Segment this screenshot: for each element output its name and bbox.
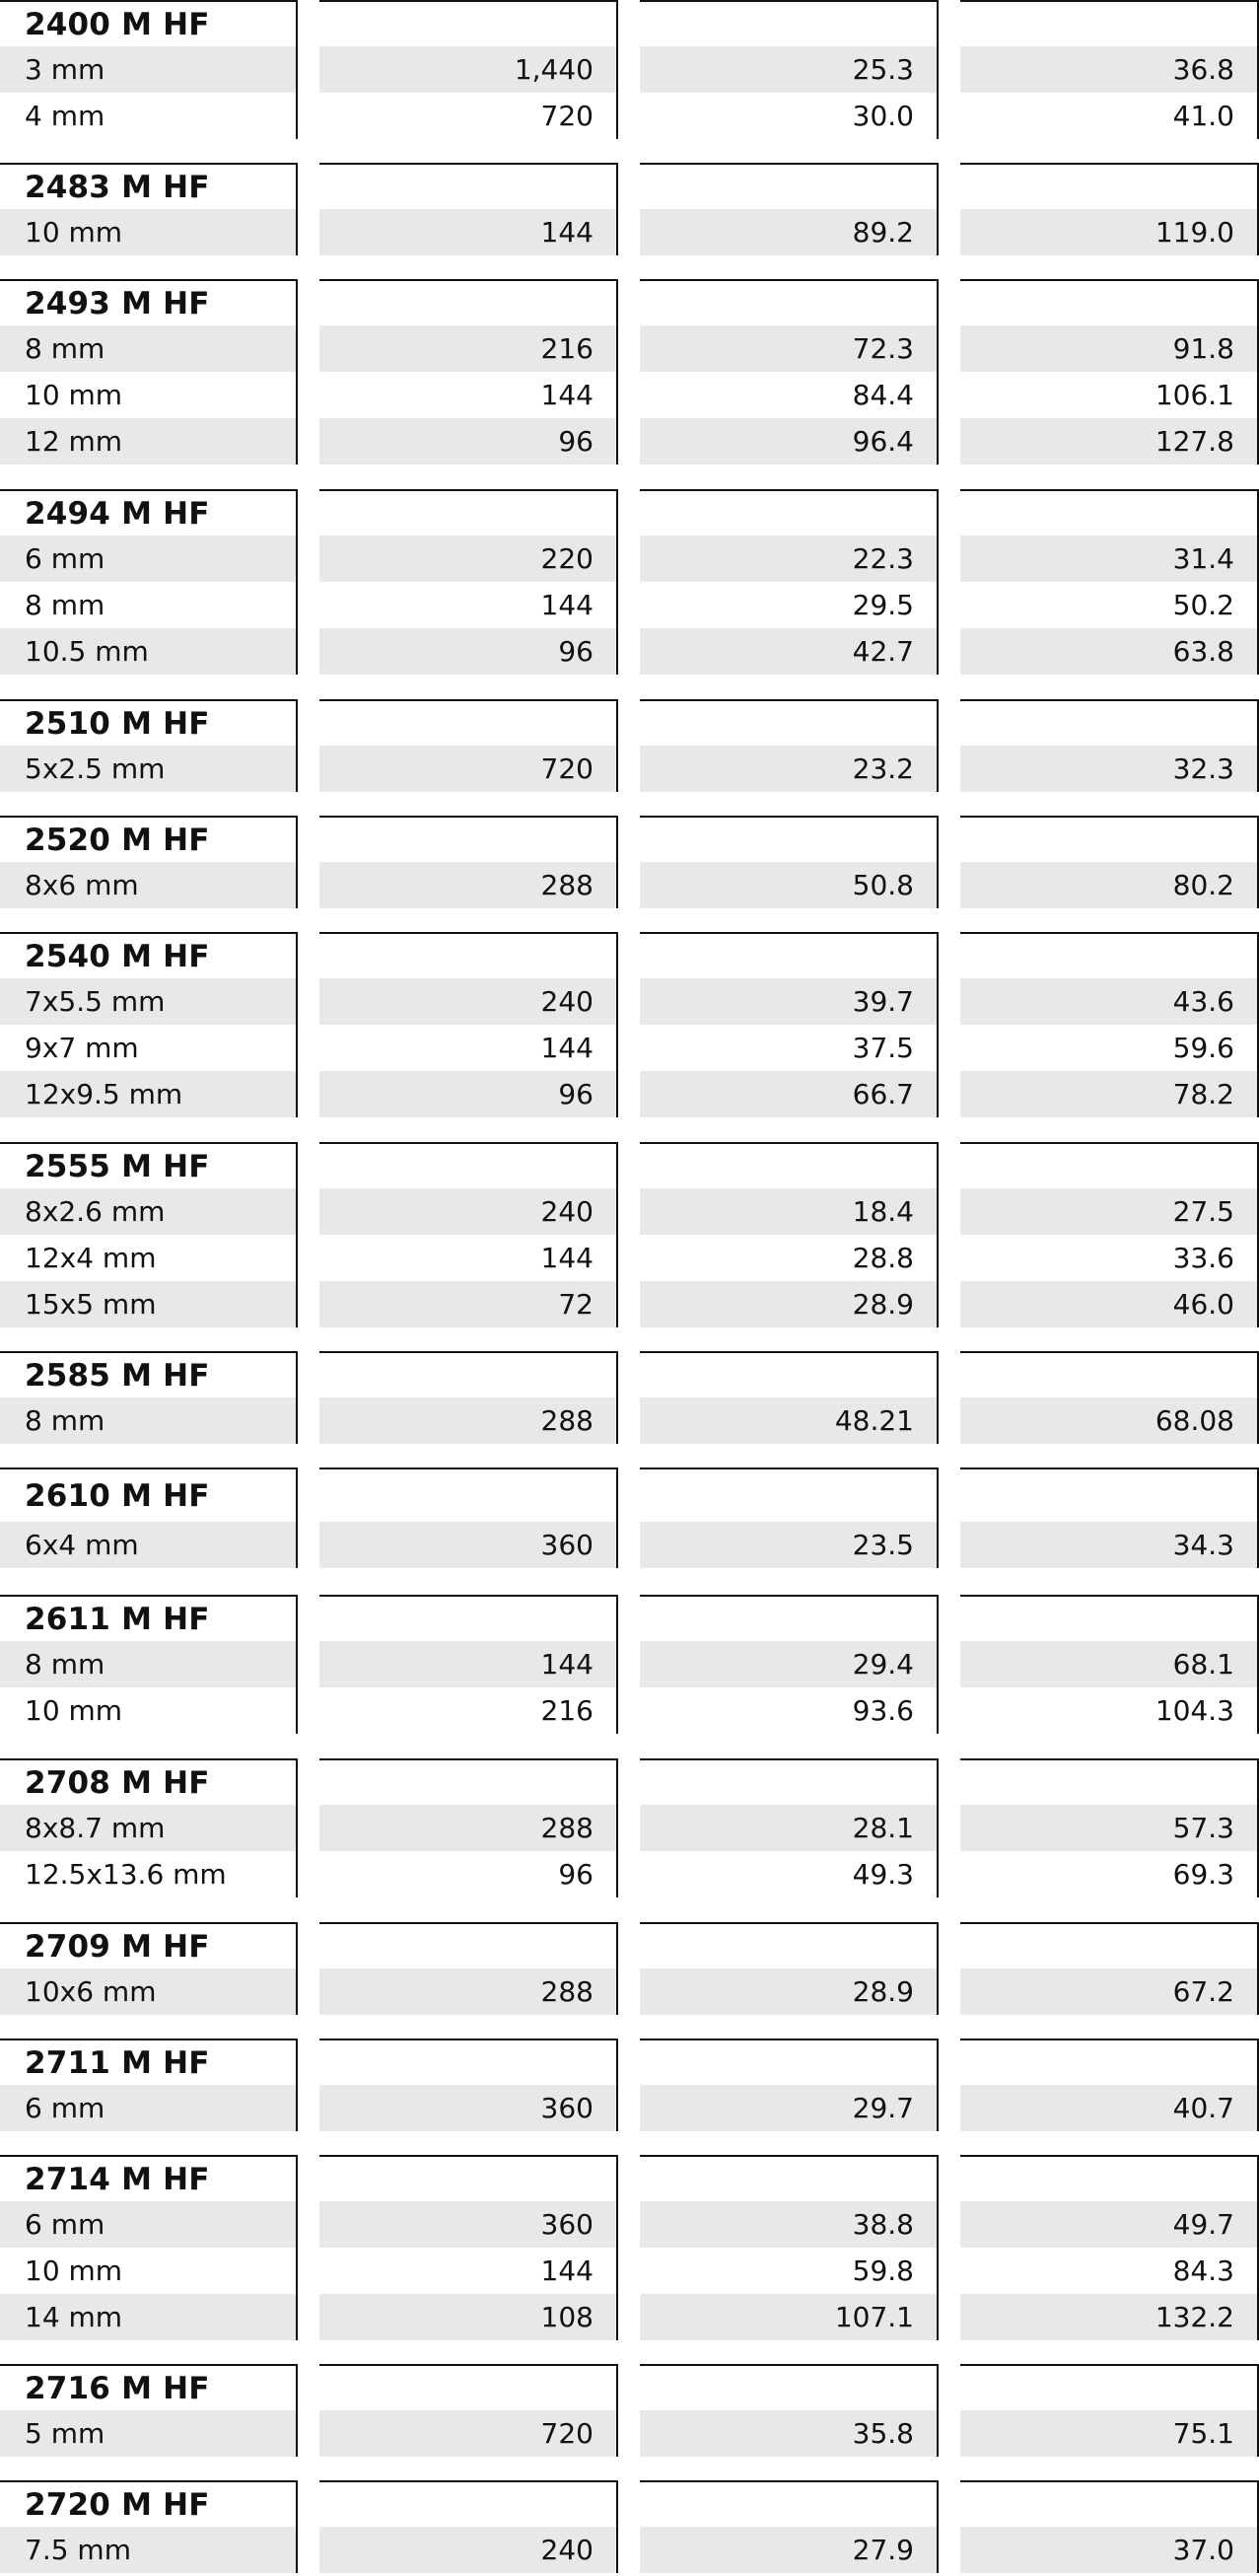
product-code: 2714 M HF bbox=[25, 2162, 210, 2197]
value-col-2: 93.6 bbox=[852, 1694, 914, 1727]
value-col-2: 49.3 bbox=[852, 1858, 914, 1891]
product-code: 2709 M HF bbox=[25, 1929, 210, 1965]
size-label: 12.5x13.6 mm bbox=[25, 1858, 227, 1891]
size-label: 12x9.5 mm bbox=[25, 1078, 183, 1110]
product-code: 2483 M HF bbox=[25, 170, 210, 205]
product-group bbox=[0, 1467, 1259, 1568]
product-group bbox=[0, 1351, 1259, 1444]
size-label: 12 mm bbox=[25, 425, 123, 458]
value-col-3: 43.6 bbox=[1172, 985, 1234, 1018]
value-col-3: 80.2 bbox=[1172, 869, 1234, 901]
value-col-2: 23.2 bbox=[852, 752, 914, 785]
product-code: 2585 M HF bbox=[25, 1358, 210, 1394]
table-row bbox=[0, 1025, 1259, 1071]
value-col-2: 28.1 bbox=[852, 1812, 914, 1844]
quantity-value: 96 bbox=[558, 1858, 594, 1891]
product-code: 2494 M HF bbox=[25, 496, 210, 532]
value-col-3: 34.3 bbox=[1172, 1529, 1234, 1561]
size-label: 6 mm bbox=[25, 2092, 105, 2124]
table-row bbox=[0, 2248, 1259, 2294]
product-code: 2711 M HF bbox=[25, 2045, 210, 2081]
table-row bbox=[0, 46, 1259, 93]
table-row bbox=[0, 1522, 1259, 1568]
size-label: 9x7 mm bbox=[25, 1032, 139, 1064]
value-col-2: 107.1 bbox=[834, 2301, 914, 2333]
quantity-value: 144 bbox=[540, 1648, 594, 1681]
table-row bbox=[0, 746, 1259, 792]
value-col-3: 41.0 bbox=[1172, 100, 1234, 132]
quantity-value: 288 bbox=[540, 1975, 594, 2008]
value-col-2: 39.7 bbox=[852, 985, 914, 1018]
table-row bbox=[0, 93, 1259, 139]
size-label: 4 mm bbox=[25, 100, 105, 132]
product-group bbox=[0, 2364, 1259, 2457]
value-col-2: 35.8 bbox=[852, 2417, 914, 2450]
quantity-value: 144 bbox=[540, 1242, 594, 1274]
table-row bbox=[0, 2085, 1259, 2131]
value-col-3: 57.3 bbox=[1172, 1812, 1234, 1844]
size-label: 7.5 mm bbox=[25, 2534, 131, 2566]
quantity-value: 288 bbox=[540, 1812, 594, 1844]
quantity-value: 360 bbox=[540, 1529, 594, 1561]
value-col-2: 28.8 bbox=[852, 1242, 914, 1274]
product-group bbox=[0, 699, 1259, 792]
value-col-3: 127.8 bbox=[1154, 425, 1234, 458]
product-group bbox=[0, 1595, 1259, 1734]
product-group bbox=[0, 1142, 1259, 1327]
size-label: 7x5.5 mm bbox=[25, 985, 166, 1018]
quantity-value: 144 bbox=[540, 589, 594, 621]
value-col-3: 106.1 bbox=[1154, 379, 1234, 411]
table-row bbox=[0, 582, 1259, 628]
quantity-value: 288 bbox=[540, 1404, 594, 1437]
product-code: 2540 M HF bbox=[25, 939, 210, 974]
table-row bbox=[0, 1851, 1259, 1897]
quantity-value: 288 bbox=[540, 869, 594, 901]
value-col-3: 132.2 bbox=[1154, 2301, 1234, 2333]
product-code: 2520 M HF bbox=[25, 823, 210, 858]
table-row bbox=[0, 2201, 1259, 2248]
table-row bbox=[0, 1235, 1259, 1281]
value-col-2: 28.9 bbox=[852, 1975, 914, 2008]
product-group bbox=[0, 0, 1259, 139]
value-col-2: 89.2 bbox=[852, 216, 914, 249]
quantity-value: 216 bbox=[540, 332, 594, 365]
value-col-3: 63.8 bbox=[1172, 635, 1234, 668]
value-col-3: 84.3 bbox=[1172, 2254, 1234, 2287]
table-row bbox=[0, 978, 1259, 1025]
quantity-value: 720 bbox=[540, 2417, 594, 2450]
value-col-2: 27.9 bbox=[852, 2534, 914, 2566]
value-col-2: 72.3 bbox=[852, 332, 914, 365]
quantity-value: 96 bbox=[558, 425, 594, 458]
product-group bbox=[0, 932, 1259, 1117]
size-label: 10.5 mm bbox=[25, 635, 149, 668]
value-col-3: 68.1 bbox=[1172, 1648, 1234, 1681]
value-col-3: 37.0 bbox=[1172, 2534, 1234, 2566]
value-col-2: 29.7 bbox=[852, 2092, 914, 2124]
size-label: 12x4 mm bbox=[25, 1242, 157, 1274]
product-code: 2611 M HF bbox=[25, 1602, 210, 1637]
product-group bbox=[0, 489, 1259, 675]
quantity-value: 720 bbox=[540, 100, 594, 132]
table-row bbox=[0, 1687, 1259, 1734]
table-row bbox=[0, 1968, 1259, 2015]
value-col-3: 104.3 bbox=[1154, 1694, 1234, 1727]
size-label: 10 mm bbox=[25, 379, 123, 411]
product-group bbox=[0, 1758, 1259, 1897]
size-label: 8x8.7 mm bbox=[25, 1812, 166, 1844]
table-row bbox=[0, 418, 1259, 465]
quantity-value: 240 bbox=[540, 985, 594, 1018]
quantity-value: 240 bbox=[540, 2534, 594, 2566]
size-label: 8 mm bbox=[25, 1648, 105, 1681]
quantity-value: 108 bbox=[540, 2301, 594, 2333]
product-code: 2400 M HF bbox=[25, 7, 210, 42]
value-col-2: 84.4 bbox=[852, 379, 914, 411]
size-label: 6 mm bbox=[25, 542, 105, 575]
table-row bbox=[0, 209, 1259, 255]
quantity-value: 360 bbox=[540, 2208, 594, 2241]
value-col-2: 50.8 bbox=[852, 869, 914, 901]
value-col-3: 75.1 bbox=[1172, 2417, 1234, 2450]
value-col-3: 91.8 bbox=[1172, 332, 1234, 365]
value-col-3: 40.7 bbox=[1172, 2092, 1234, 2124]
quantity-value: 1,440 bbox=[514, 53, 594, 86]
value-col-2: 25.3 bbox=[852, 53, 914, 86]
product-code: 2720 M HF bbox=[25, 2487, 210, 2523]
size-label: 8 mm bbox=[25, 1404, 105, 1437]
size-label: 15x5 mm bbox=[25, 1288, 157, 1321]
quantity-value: 96 bbox=[558, 1078, 594, 1110]
quantity-value: 72 bbox=[558, 1288, 594, 1321]
table-row bbox=[0, 372, 1259, 418]
value-col-2: 37.5 bbox=[852, 1032, 914, 1064]
product-code: 2510 M HF bbox=[25, 706, 210, 742]
value-col-3: 27.5 bbox=[1172, 1195, 1234, 1228]
table-row bbox=[0, 2527, 1259, 2573]
quantity-value: 144 bbox=[540, 216, 594, 249]
value-col-2: 29.5 bbox=[852, 589, 914, 621]
value-col-3: 33.6 bbox=[1172, 1242, 1234, 1274]
quantity-value: 240 bbox=[540, 1195, 594, 1228]
value-col-3: 50.2 bbox=[1172, 589, 1234, 621]
table-row bbox=[0, 1188, 1259, 1235]
table-row bbox=[0, 862, 1259, 908]
size-label: 10 mm bbox=[25, 1694, 123, 1727]
value-col-3: 69.3 bbox=[1172, 1858, 1234, 1891]
size-label: 10 mm bbox=[25, 216, 123, 249]
size-label: 6x4 mm bbox=[25, 1529, 139, 1561]
value-col-2: 23.5 bbox=[852, 1529, 914, 1561]
size-label: 6 mm bbox=[25, 2208, 105, 2241]
quantity-value: 216 bbox=[540, 1694, 594, 1727]
value-col-3: 59.6 bbox=[1172, 1032, 1234, 1064]
size-label: 14 mm bbox=[25, 2301, 123, 2333]
size-label: 8 mm bbox=[25, 589, 105, 621]
quantity-value: 96 bbox=[558, 635, 594, 668]
value-col-2: 48.21 bbox=[834, 1404, 914, 1437]
quantity-value: 220 bbox=[540, 542, 594, 575]
product-group bbox=[0, 2480, 1259, 2573]
value-col-3: 67.2 bbox=[1172, 1975, 1234, 2008]
product-code: 2716 M HF bbox=[25, 2371, 210, 2406]
table-row bbox=[0, 1397, 1259, 1444]
value-col-2: 28.9 bbox=[852, 1288, 914, 1321]
table-row bbox=[0, 325, 1259, 372]
value-col-3: 31.4 bbox=[1172, 542, 1234, 575]
size-label: 5x2.5 mm bbox=[25, 752, 166, 785]
quantity-value: 720 bbox=[540, 752, 594, 785]
size-label: 8x2.6 mm bbox=[25, 1195, 166, 1228]
value-col-2: 96.4 bbox=[852, 425, 914, 458]
table-row bbox=[0, 1805, 1259, 1851]
product-code: 2708 M HF bbox=[25, 1765, 210, 1801]
value-col-3: 46.0 bbox=[1172, 1288, 1234, 1321]
value-col-2: 22.3 bbox=[852, 542, 914, 575]
table-row bbox=[0, 628, 1259, 675]
value-col-2: 18.4 bbox=[852, 1195, 914, 1228]
product-code: 2493 M HF bbox=[25, 286, 210, 322]
value-col-3: 119.0 bbox=[1154, 216, 1234, 249]
value-col-2: 30.0 bbox=[852, 100, 914, 132]
size-label: 3 mm bbox=[25, 53, 105, 86]
value-col-3: 49.7 bbox=[1172, 2208, 1234, 2241]
size-label: 5 mm bbox=[25, 2417, 105, 2450]
table-row bbox=[0, 536, 1259, 582]
product-group bbox=[0, 816, 1259, 908]
value-col-2: 42.7 bbox=[852, 635, 914, 668]
table-row bbox=[0, 1281, 1259, 1327]
size-label: 8x6 mm bbox=[25, 869, 139, 901]
value-col-2: 66.7 bbox=[852, 1078, 914, 1110]
value-col-3: 78.2 bbox=[1172, 1078, 1234, 1110]
product-group bbox=[0, 163, 1259, 255]
product-code: 2610 M HF bbox=[25, 1478, 210, 1514]
product-group bbox=[0, 2155, 1259, 2340]
table-row bbox=[0, 2410, 1259, 2457]
table-row bbox=[0, 1071, 1259, 1117]
value-col-2: 29.4 bbox=[852, 1648, 914, 1681]
value-col-3: 68.08 bbox=[1154, 1404, 1234, 1437]
quantity-value: 360 bbox=[540, 2092, 594, 2124]
quantity-value: 144 bbox=[540, 379, 594, 411]
quantity-value: 144 bbox=[540, 1032, 594, 1064]
product-group bbox=[0, 279, 1259, 465]
table-row bbox=[0, 2294, 1259, 2340]
table-row bbox=[0, 1641, 1259, 1687]
size-label: 10x6 mm bbox=[25, 1975, 157, 2008]
value-col-3: 32.3 bbox=[1172, 752, 1234, 785]
value-col-3: 36.8 bbox=[1172, 53, 1234, 86]
size-label: 8 mm bbox=[25, 332, 105, 365]
quantity-value: 144 bbox=[540, 2254, 594, 2287]
product-code: 2555 M HF bbox=[25, 1149, 210, 1184]
value-col-2: 38.8 bbox=[852, 2208, 914, 2241]
product-group bbox=[0, 2039, 1259, 2131]
size-label: 10 mm bbox=[25, 2254, 123, 2287]
product-group bbox=[0, 1922, 1259, 2015]
value-col-2: 59.8 bbox=[852, 2254, 914, 2287]
